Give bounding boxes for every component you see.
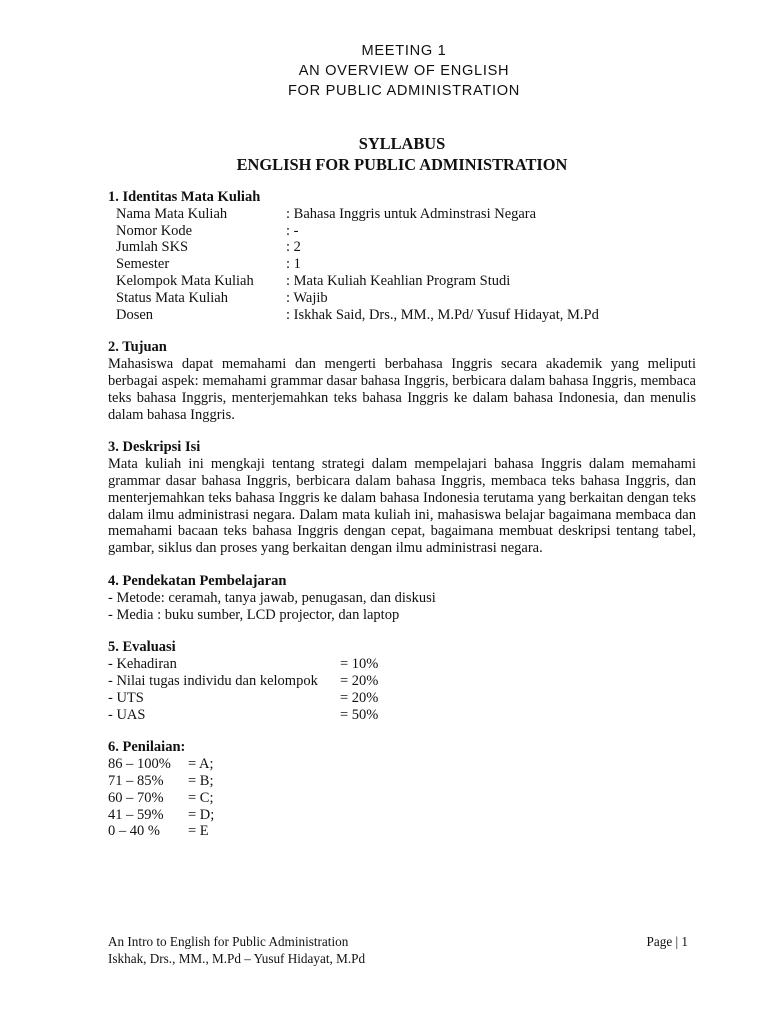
kv-label: Status Mata Kuliah	[116, 289, 228, 306]
section-title-text: . Evaluasi	[115, 639, 176, 656]
meeting-subtitle-line1: AN OVERVIEW OF ENGLISH	[298, 63, 510, 79]
kv-value: : Wajib	[286, 289, 328, 306]
page-number: Page | 1	[646, 934, 688, 949]
footer-authors: Iskhak, Drs., MM., M.Pd – Yusuf Hidayat, M.Pd	[108, 951, 366, 966]
eval-label: - UTS	[108, 689, 144, 706]
grade-letter: = D;	[188, 806, 215, 823]
grade-letter: = B;	[188, 772, 214, 789]
section-deskripsi	[108, 439, 696, 557]
kv-label: Jumlah SKS	[116, 239, 189, 256]
eval-row	[108, 690, 696, 707]
grade-letter: = E	[188, 823, 209, 840]
kv-row	[108, 223, 696, 240]
grade-letter: = C;	[188, 789, 214, 806]
kv-label: Kelompok Mata Kuliah	[116, 272, 254, 289]
footer-doc-title: An Intro to English for Public Administration	[108, 934, 349, 949]
meeting-header	[0, 41, 768, 101]
eval-label: - UAS	[108, 706, 146, 723]
section-penilaian	[108, 739, 696, 840]
kv-value: : Mata Kuliah Keahlian Program Studi	[286, 272, 511, 289]
kv-row	[108, 307, 696, 324]
section-evaluasi	[108, 639, 696, 723]
grade-range: 41 – 59%	[108, 806, 164, 823]
grade-row	[108, 756, 696, 773]
kv-label: Semester	[116, 256, 170, 273]
section-title: 4. Pendekatan Pembelajaran	[108, 572, 287, 589]
eval-row	[108, 656, 696, 673]
syllabus-heading	[0, 133, 768, 175]
kv-row	[108, 239, 696, 256]
section-title: 2. Tujuan	[108, 339, 167, 356]
list-item: - Media : buku sumber, LCD projector, dan laptop	[108, 606, 400, 623]
footer-row	[108, 933, 688, 950]
eval-label: - Kehadiran	[108, 656, 177, 673]
section-number: 5	[108, 639, 116, 656]
eval-value: = 50%	[340, 706, 379, 723]
grade-row	[108, 773, 696, 790]
kv-value: : 1	[286, 256, 301, 273]
section-title: 6. Penilaian:	[108, 739, 186, 756]
list-item: - Metode: ceramah, tanya jawab, penugasan, dan diskusi	[108, 589, 436, 606]
kv-label: Dosen	[116, 306, 154, 323]
eval-value: = 20%	[340, 672, 379, 689]
kv-label: Nama Mata Kuliah	[116, 205, 228, 222]
section-paragraph: Mata kuliah ini mengkaji tentang strategi dalam mempelajari bahasa Inggris dalam memahami grammar dasar bahasa Inggris, berbicara dalam bahasa Inggris, membaca teks bahasa Inggris, dan menterjemahkan teks bahasa Inggris ke dalam bahasa Indonesia terutama yang berkaitan dengan teks dalam ilmu administrasi negara. Dalam mata kuliah ini, mahasiswa belajar bagaimana membaca dan memahami bacaan teks bahasa Inggris dengan cepat, bagaimana membuat deskripsi tentang tabel, gambar, siklus dan proses yang berkaitan dengan ilmu administrasi negara.	[108, 456, 696, 557]
section-pendekatan	[108, 573, 696, 623]
kv-value: : Iskhak Said, Drs., MM., M.Pd/ Yusuf Hidayat, M.Pd	[286, 306, 599, 323]
page-footer	[108, 933, 688, 967]
eval-label: - Nilai tugas individu dan kelompok	[108, 672, 318, 689]
kv-row	[108, 206, 696, 223]
eval-row	[108, 673, 696, 690]
syllabus-title: SYLLABUS	[358, 134, 446, 153]
kv-value: : Bahasa Inggris untuk Adminstrasi Negara	[286, 205, 537, 222]
kv-row	[108, 290, 696, 307]
eval-value: = 20%	[340, 689, 379, 706]
grade-range: 86 – 100%	[108, 756, 171, 773]
section-title: 1. Identitas Mata Kuliah	[108, 189, 261, 205]
grade-range: 60 – 70%	[108, 789, 164, 806]
meeting-title: MEETING 1	[361, 43, 447, 59]
eval-row	[108, 707, 696, 724]
section-identitas	[108, 189, 696, 323]
section-tujuan	[108, 339, 696, 423]
grade-row	[108, 790, 696, 807]
section-paragraph: Mahasiswa dapat memahami dan mengerti berbahasa Inggris secara akademik yang meliputi berbagai aspek: memahami grammar dasar bahasa Inggris, berbicara dalam bahasa Inggris, membaca teks bahasa Inggris, menterjemahkan teks bahasa Inggris ke dalam bahasa Indonesia, dan menulis dalam bahasa Inggris.	[108, 356, 696, 423]
eval-value: = 10%	[340, 656, 379, 673]
kv-value: : -	[286, 222, 299, 239]
grade-range: 71 – 85%	[108, 772, 164, 789]
document-body	[108, 189, 696, 856]
section-title	[108, 639, 696, 656]
kv-row	[108, 256, 696, 273]
grade-range: 0 – 40 %	[108, 823, 160, 840]
grade-row	[108, 823, 696, 840]
section-title: 3. Deskripsi Isi	[108, 439, 201, 456]
meeting-subtitle-line2: FOR PUBLIC ADMINISTRATION	[287, 83, 521, 99]
grade-row	[108, 807, 696, 824]
kv-row	[108, 273, 696, 290]
kv-value: : 2	[286, 239, 301, 256]
kv-label: Nomor Kode	[116, 222, 193, 239]
grade-letter: = A;	[188, 756, 214, 773]
syllabus-course-title: ENGLISH FOR PUBLIC ADMINISTRATION	[236, 155, 568, 174]
